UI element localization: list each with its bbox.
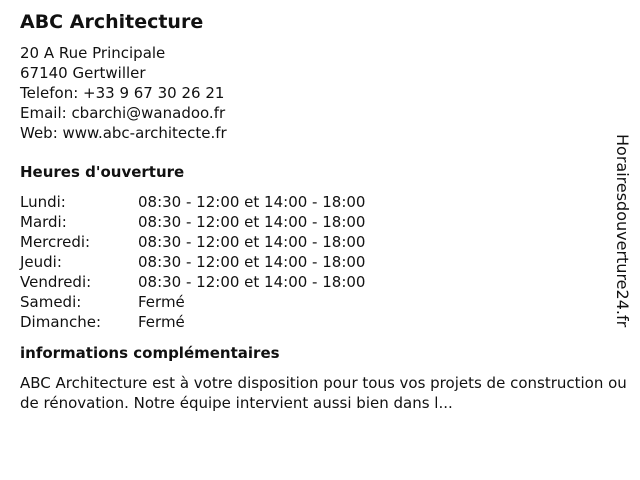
site-watermark <box>612 134 632 344</box>
day-label: Mercredi: <box>20 233 91 251</box>
day-label: Jeudi: <box>20 253 62 271</box>
hours-row-thursday <box>20 252 620 272</box>
hours-value: 08:30 - 12:00 et 14:00 - 18:00 <box>138 193 366 211</box>
day-label: Mardi: <box>20 213 67 231</box>
hours-value: Fermé <box>138 293 185 311</box>
postal-city: 67140 Gertwiller <box>20 64 146 82</box>
hours-row-tuesday <box>20 212 620 232</box>
watermark-text: Horairesdouverture24.fr <box>613 134 632 328</box>
opening-hours-heading: Heures d'ouverture <box>20 163 185 181</box>
hours-row-sunday <box>20 312 620 332</box>
hours-row-friday <box>20 272 620 292</box>
day-label: Samedi: <box>20 293 82 311</box>
day-label: Vendredi: <box>20 273 92 291</box>
street-address: 20 A Rue Principale <box>20 44 166 62</box>
additional-info-text: ABC Architecture est à votre disposition pour tous vos projets de construction ou de rénovation. Notre équipe intervient aussi bien dans l... <box>20 374 627 412</box>
business-name: ABC Architecture <box>20 11 204 33</box>
hours-value: 08:30 - 12:00 et 14:00 - 18:00 <box>138 253 366 271</box>
hours-value: 08:30 - 12:00 et 14:00 - 18:00 <box>138 213 366 231</box>
hours-value: 08:30 - 12:00 et 14:00 - 18:00 <box>138 273 366 291</box>
hours-value: Fermé <box>138 313 185 331</box>
additional-info-heading: informations complémentaires <box>20 344 280 362</box>
opening-hours-table <box>20 192 620 332</box>
address-block <box>20 43 620 143</box>
hours-value: 08:30 - 12:00 et 14:00 - 18:00 <box>138 233 366 251</box>
email-line: Email: cbarchi@wanadoo.fr <box>20 104 226 122</box>
web-line: Web: www.abc-architecte.fr <box>20 124 227 142</box>
day-label: Lundi: <box>20 193 66 211</box>
hours-row-monday <box>20 192 620 212</box>
hours-row-saturday <box>20 292 620 312</box>
day-label: Dimanche: <box>20 313 102 331</box>
hours-row-wednesday <box>20 232 620 252</box>
phone-line: Telefon: +33 9 67 30 26 21 <box>20 84 225 102</box>
